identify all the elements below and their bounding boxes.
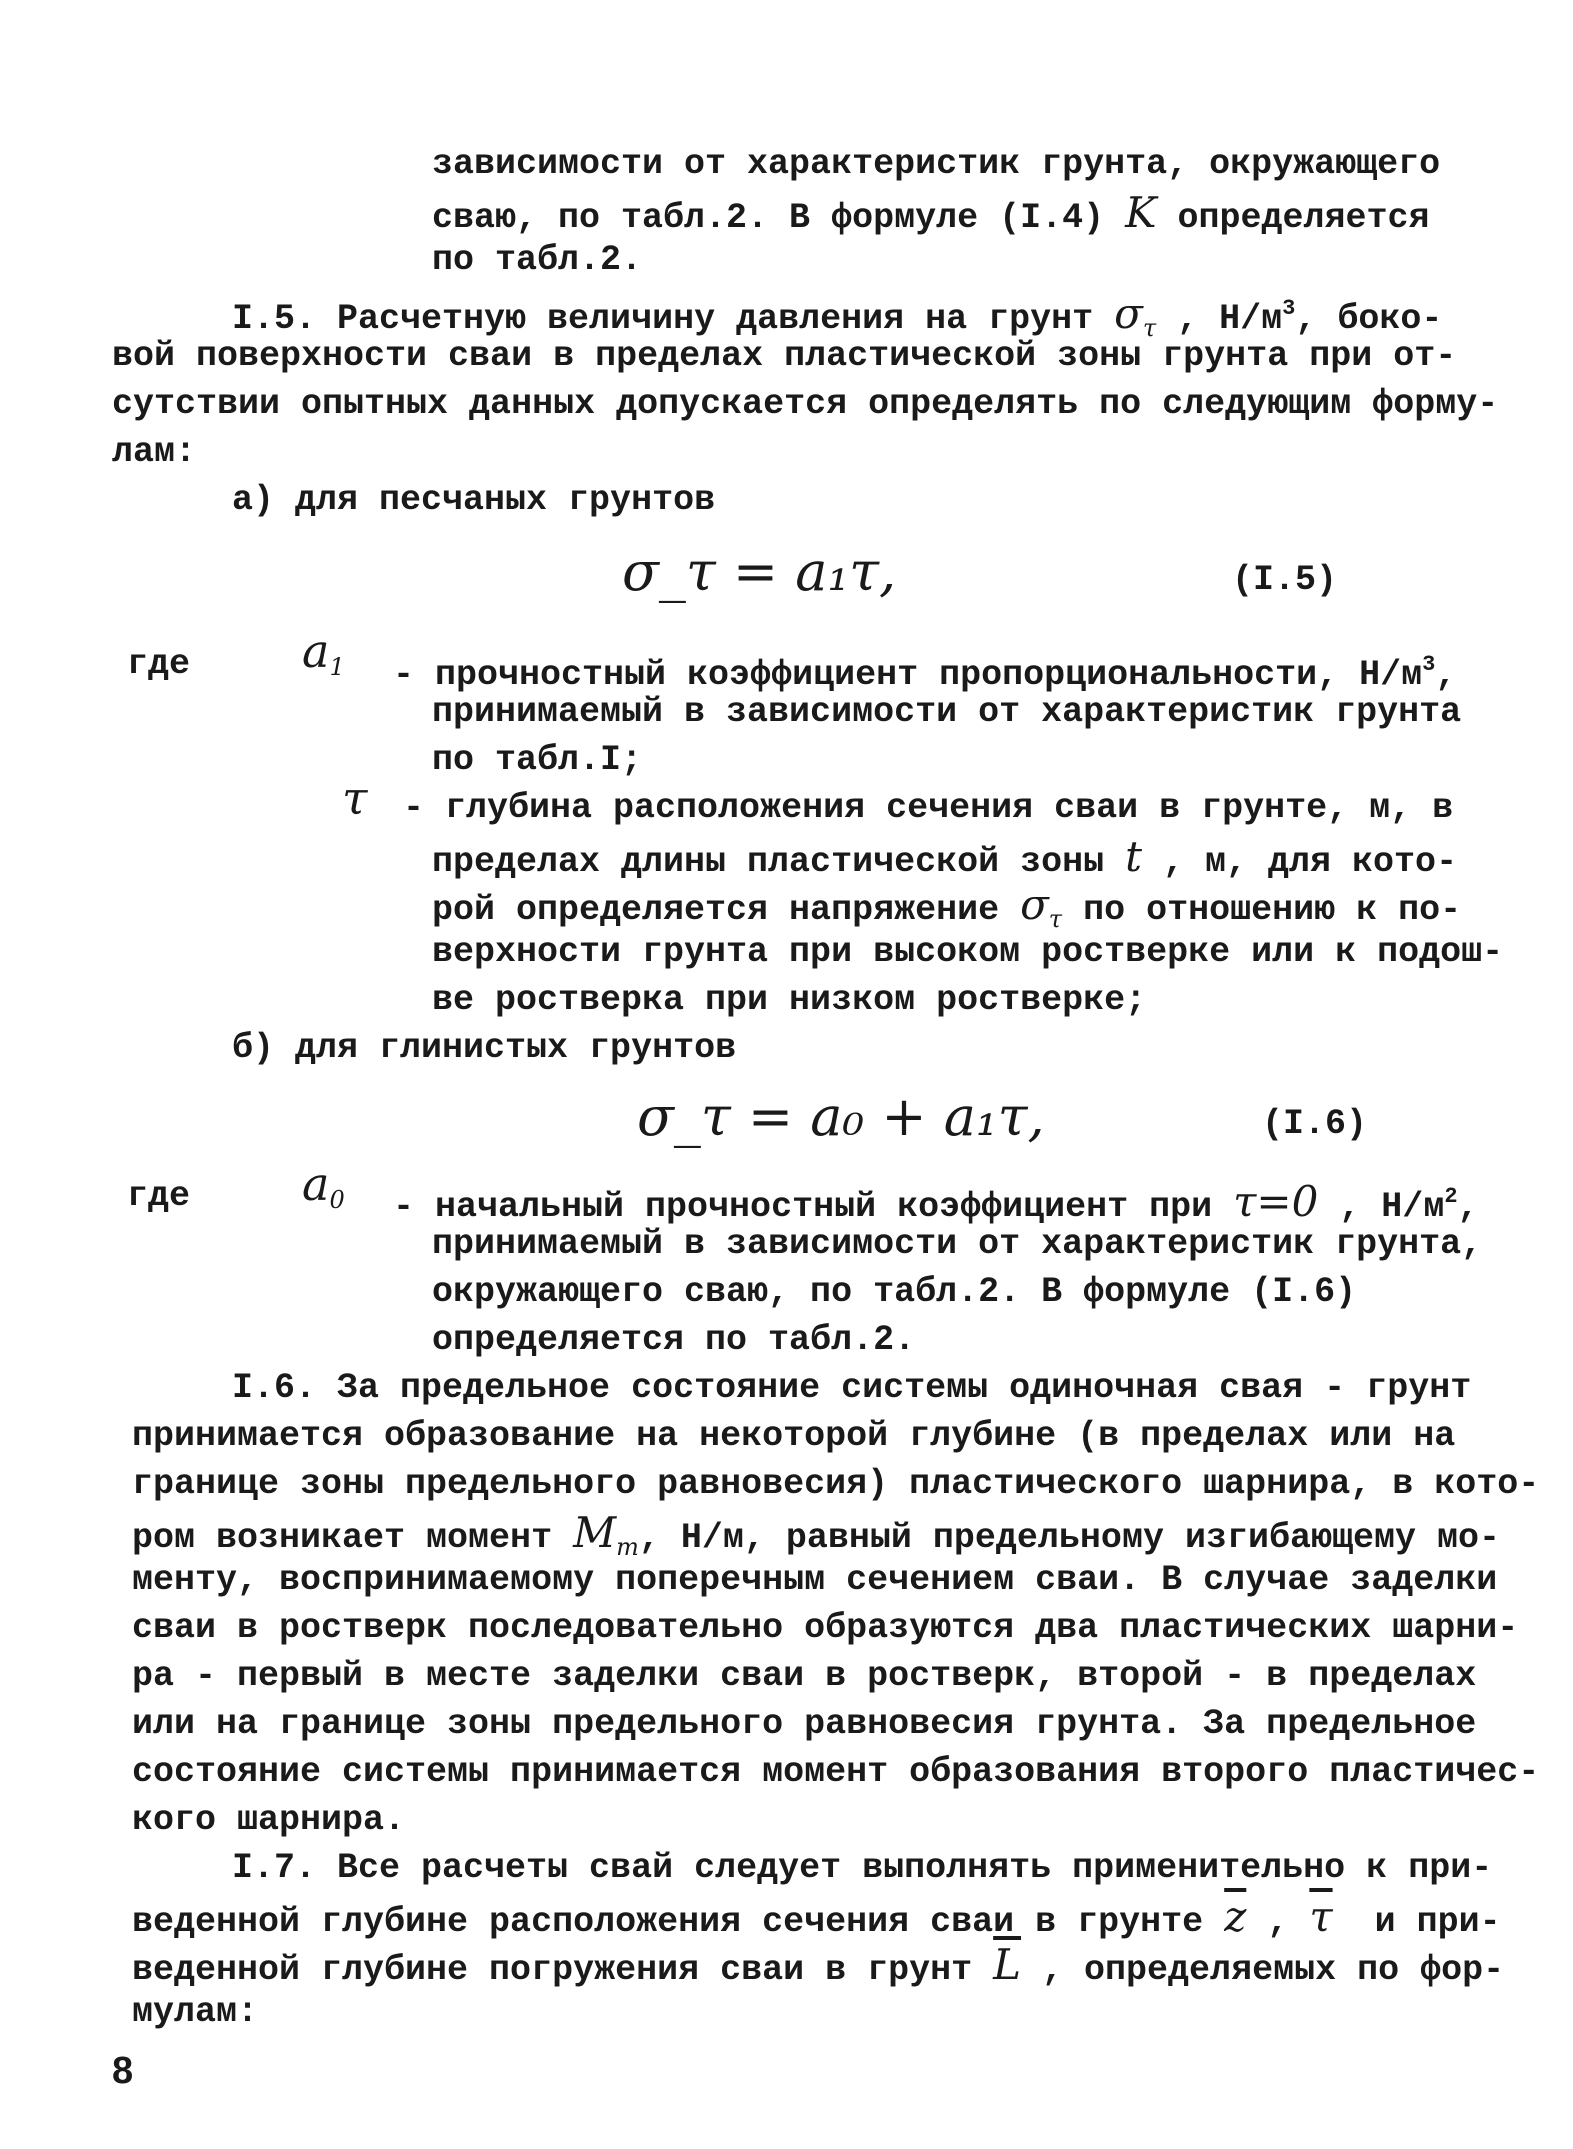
p16-line-10: кого шарнира.: [132, 1800, 406, 1840]
item-b-clay: б) для глинистых грунтов: [232, 1028, 737, 1068]
tau-symbol: τ: [342, 771, 368, 825]
tau-def-line-4: верхности грунта при высоком ростверке или к подош-: [432, 932, 1504, 972]
a0-symbol: [302, 1157, 345, 1225]
p16-line-8: или на границе зоны предельного равновесия грунта. За предельное: [132, 1704, 1477, 1744]
p16-line-1: I.6. За предельное состояние системы одиночная свая - грунт: [232, 1368, 1472, 1408]
tau-bar-symbol: $\overline{\tau}$: [1309, 1892, 1333, 1941]
moment-symbol: [573, 1508, 639, 1561]
p16-line-6: сваи в ростверк последовательно образуются два пластических шарни-: [132, 1608, 1519, 1648]
p17-line-1: I.7. Все расчеты свай следует выполнять применительно к при-: [232, 1848, 1493, 1888]
z-bar-symbol: $\overline{z}$: [1224, 1892, 1247, 1941]
tau-def-line-2: [432, 833, 1457, 887]
sigma-tau-symbol: [1114, 289, 1157, 342]
p17-line-2-sep: ,: [1246, 1902, 1310, 1942]
a1-def-sup: 3: [1422, 652, 1436, 677]
formula-1-6: σ_τ = a₀ + a₁τ,: [637, 1085, 1045, 1148]
p17-line-3b: , определяемых по фор-: [1021, 1950, 1505, 1990]
tau-subscript-2: τ: [1048, 905, 1063, 933]
l-bar-symbol: $\overline{L}$: [993, 1940, 1022, 1989]
p17-line-2: [132, 1893, 1501, 1947]
a1-def-line-3: по табл.I;: [432, 740, 643, 780]
a1-def-line-1b: ,: [1435, 655, 1457, 695]
intro-line-2: [432, 189, 1430, 243]
k-symbol: K: [1125, 188, 1157, 237]
p16-line-5: менту, воспринимаемому поперечным сечением сваи. В случае заделки: [132, 1560, 1498, 1600]
where-label-1: где: [127, 644, 191, 684]
item-a-sandy: а) для песчаных грунтов: [232, 480, 716, 520]
page-number: 8: [112, 2050, 134, 2092]
a0-def-line-4: определяется по табл.2.: [432, 1320, 916, 1360]
p15-line-1b: , Н/м: [1156, 299, 1283, 339]
equation-number-1-5: (I.5): [1232, 560, 1338, 600]
a1-def-line-1a: - прочностный коэффициент пропорциональности, Н/м: [372, 655, 1423, 695]
intro-line-3: по табл.2.: [432, 240, 643, 280]
a0-def-line-1a: - начальный прочностный коэффициент при: [372, 1187, 1234, 1227]
p15-line-4: лам:: [112, 432, 197, 472]
moment-letter: M: [573, 1508, 617, 1557]
a0-def-line-1c: ,: [1457, 1187, 1479, 1227]
p15-line-1c: , боко-: [1295, 299, 1443, 339]
a1-sub: 1: [329, 653, 345, 681]
intro-line-2a: сваю, по табл.2. В формуле (I.4): [432, 198, 1126, 238]
sigma-letter-2: σ: [1020, 880, 1049, 929]
where-label-2: где: [127, 1176, 191, 1216]
a0-def-line-3: окружающего сваю, по табл.2. В формуле (I.6): [432, 1272, 1357, 1312]
tau-zero-condition: τ=0: [1233, 1177, 1319, 1226]
sigma-letter: σ: [1114, 289, 1143, 338]
p16-line-7: ра - первый в месте заделки сваи в ростверк, второй - в пределах: [132, 1656, 1477, 1696]
intro-line-1: зависимости от характеристик грунта, окружающего: [432, 144, 1441, 184]
p16-line-4a: ром возникает момент: [132, 1518, 574, 1558]
tau-def-line-5: ве ростверка при низком ростверке;: [432, 980, 1147, 1020]
tau-def-line-3b: по отношению к по-: [1062, 890, 1462, 930]
p17-line-3: [132, 1941, 1504, 1995]
a1-symbol: [302, 624, 345, 692]
formula-1-5: σ_τ = a₁τ,: [622, 540, 897, 603]
p17-line-3a: веденной глубине погружения сваи в грунт: [132, 1950, 994, 1990]
p16-line-2: принимается образование на некоторой глубине (в пределах или на: [132, 1416, 1456, 1456]
tau-subscript: τ: [1142, 314, 1157, 342]
sigma-tau-symbol-2: [1020, 880, 1063, 933]
tau-def-line-2a: пределах длины пластической зоны: [432, 842, 1126, 882]
a0-def-line-1b: , Н/м: [1318, 1187, 1445, 1227]
a0-def-sup: 2: [1444, 1184, 1458, 1209]
p17-line-2b: и при-: [1332, 1902, 1501, 1942]
a1-letter: a: [302, 624, 330, 678]
a1-def-line-2: принимаемый в зависимости от характеристик грунта: [432, 692, 1462, 732]
tau-def-line-1: - глубина расположения сечения сваи в грунте, м, в: [382, 788, 1454, 828]
a0-letter: a: [302, 1157, 330, 1211]
p16-line-9: состояние системы принимается момент образования второго пластичес-: [132, 1752, 1540, 1792]
a0-sub: 0: [329, 1186, 345, 1214]
equation-number-1-6: (I.6): [1262, 1104, 1368, 1144]
p15-line-1-sup: 3: [1282, 296, 1296, 321]
intro-line-2b: определяется: [1156, 198, 1430, 238]
p15-line-2: вой поверхности сваи в пределах пластической зоны грунта при от-: [112, 336, 1457, 376]
p16-line-4b: , Н/м, равный предельному изгибающему мо-: [638, 1518, 1500, 1558]
p16-line-3: границе зоны предельного равновесия) пластического шарнира, в кото-: [132, 1464, 1540, 1504]
p15-line-3: сутствии опытных данных допускается определять по следующим форму-: [112, 384, 1499, 424]
p15-line-1a: I.5. Расчетную величину давления на грунт: [232, 299, 1115, 339]
t-symbol: t: [1125, 832, 1143, 881]
p17-line-2a: веденной глубине расположения сечения сваи в грунте: [132, 1902, 1225, 1942]
p17-line-4: мулам:: [132, 1992, 259, 2032]
tau-def-line-2b: , м, для кото-: [1142, 842, 1458, 882]
moment-sub: т: [616, 1533, 639, 1561]
tau-def-line-3a: рой определяется напряжение: [432, 890, 1021, 930]
a0-def-line-2: принимаемый в зависимости от характеристик грунта,: [432, 1224, 1483, 1264]
